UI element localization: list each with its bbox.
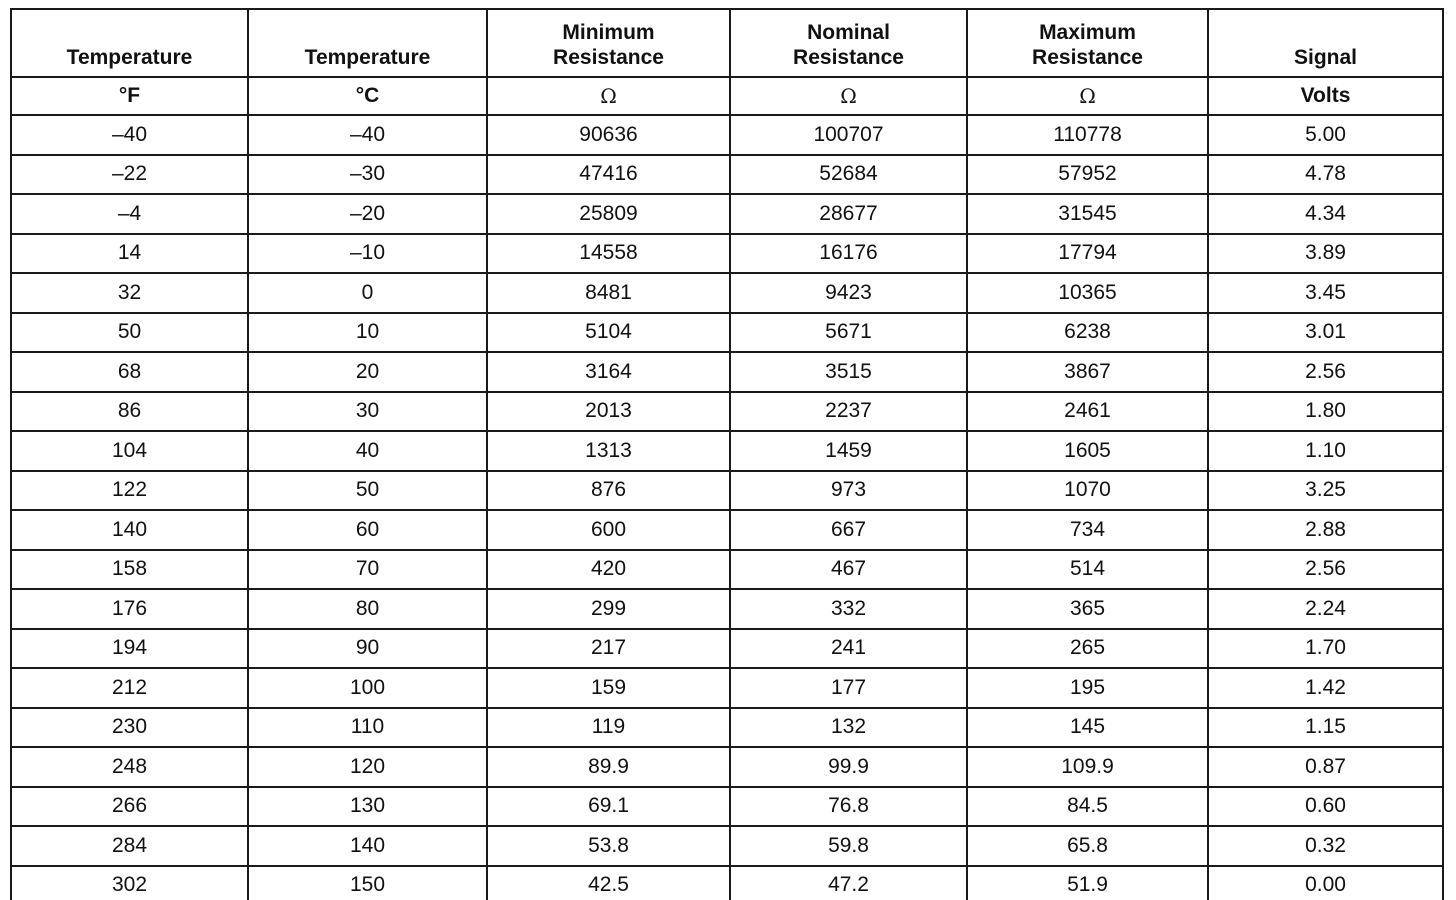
max-resistance-cell: 365 — [967, 589, 1208, 629]
min-resistance-cell: 42.5 — [487, 866, 730, 900]
nominal-resistance-cell: 332 — [730, 589, 967, 629]
temp-c-cell: 80 — [248, 589, 487, 629]
temp-f-cell: 50 — [11, 313, 248, 353]
temp-f-cell: 86 — [11, 392, 248, 432]
unit-ohm-minimum: Ω — [487, 77, 730, 115]
nominal-resistance-cell: 132 — [730, 708, 967, 748]
min-resistance-cell: 25809 — [487, 194, 730, 234]
temp-f-cell: 266 — [11, 787, 248, 827]
temp-c-cell: –30 — [248, 155, 487, 195]
temp-f-cell: 32 — [11, 273, 248, 313]
header-minimum-resistance: Minimum Resistance — [487, 9, 730, 77]
header-temperature-c: Temperature — [248, 9, 487, 77]
temp-f-cell: 194 — [11, 629, 248, 669]
min-resistance-cell: 14558 — [487, 234, 730, 274]
signal-volts-cell: 2.24 — [1208, 589, 1443, 629]
temp-c-cell: –40 — [248, 115, 487, 155]
signal-volts-cell: 3.89 — [1208, 234, 1443, 274]
signal-volts-cell: 0.00 — [1208, 866, 1443, 900]
max-resistance-cell: 57952 — [967, 155, 1208, 195]
signal-volts-cell: 2.56 — [1208, 550, 1443, 590]
min-resistance-cell: 53.8 — [487, 826, 730, 866]
nominal-resistance-cell: 467 — [730, 550, 967, 590]
temp-c-cell: 100 — [248, 668, 487, 708]
max-resistance-cell: 195 — [967, 668, 1208, 708]
nominal-resistance-cell: 5671 — [730, 313, 967, 353]
max-resistance-cell: 145 — [967, 708, 1208, 748]
table-row — [11, 273, 1443, 313]
temp-c-cell: 40 — [248, 431, 487, 471]
temp-f-cell: 158 — [11, 550, 248, 590]
max-resistance-cell: 6238 — [967, 313, 1208, 353]
nominal-resistance-cell: 47.2 — [730, 866, 967, 900]
unit-ohm-maximum: Ω — [967, 77, 1208, 115]
temp-c-cell: 120 — [248, 747, 487, 787]
nominal-resistance-cell: 1459 — [730, 431, 967, 471]
signal-volts-cell: 1.80 — [1208, 392, 1443, 432]
table-row — [11, 471, 1443, 511]
table-row — [11, 550, 1443, 590]
table-row — [11, 194, 1443, 234]
max-resistance-cell: 110778 — [967, 115, 1208, 155]
min-resistance-cell: 69.1 — [487, 787, 730, 827]
temp-c-cell: 0 — [248, 273, 487, 313]
signal-volts-cell: 1.70 — [1208, 629, 1443, 669]
max-resistance-cell: 2461 — [967, 392, 1208, 432]
temp-f-cell: –22 — [11, 155, 248, 195]
max-resistance-cell: 84.5 — [967, 787, 1208, 827]
signal-volts-cell: 0.60 — [1208, 787, 1443, 827]
temp-f-cell: 140 — [11, 510, 248, 550]
signal-volts-cell: 3.45 — [1208, 273, 1443, 313]
nominal-resistance-cell: 973 — [730, 471, 967, 511]
nominal-resistance-cell: 241 — [730, 629, 967, 669]
nominal-resistance-cell: 2237 — [730, 392, 967, 432]
min-resistance-cell: 8481 — [487, 273, 730, 313]
header-temperature-f: Temperature — [11, 9, 248, 77]
min-resistance-cell: 1313 — [487, 431, 730, 471]
min-resistance-cell: 89.9 — [487, 747, 730, 787]
table-row — [11, 115, 1443, 155]
temp-c-cell: 150 — [248, 866, 487, 900]
temp-c-cell: 90 — [248, 629, 487, 669]
temp-f-cell: 230 — [11, 708, 248, 748]
min-resistance-cell: 90636 — [487, 115, 730, 155]
table-row — [11, 589, 1443, 629]
min-resistance-cell: 299 — [487, 589, 730, 629]
min-resistance-cell: 876 — [487, 471, 730, 511]
max-resistance-cell: 17794 — [967, 234, 1208, 274]
table-row — [11, 431, 1443, 471]
header-nominal-resistance: Nominal Resistance — [730, 9, 967, 77]
signal-volts-cell: 3.25 — [1208, 471, 1443, 511]
temp-c-cell: 30 — [248, 392, 487, 432]
max-resistance-cell: 265 — [967, 629, 1208, 669]
temp-c-cell: –20 — [248, 194, 487, 234]
table-row — [11, 787, 1443, 827]
unit-row — [11, 77, 1443, 115]
max-resistance-cell: 10365 — [967, 273, 1208, 313]
nominal-resistance-cell: 667 — [730, 510, 967, 550]
temp-c-cell: 20 — [248, 352, 487, 392]
unit-volts: Volts — [1208, 77, 1443, 115]
max-resistance-cell: 31545 — [967, 194, 1208, 234]
temp-f-cell: 302 — [11, 866, 248, 900]
table-row — [11, 747, 1443, 787]
temp-c-cell: 50 — [248, 471, 487, 511]
table-row — [11, 668, 1443, 708]
unit-ohm-nominal: Ω — [730, 77, 967, 115]
temp-c-cell: 140 — [248, 826, 487, 866]
nominal-resistance-cell: 100707 — [730, 115, 967, 155]
min-resistance-cell: 119 — [487, 708, 730, 748]
table-body — [11, 115, 1443, 900]
max-resistance-cell: 514 — [967, 550, 1208, 590]
temp-f-cell: 122 — [11, 471, 248, 511]
signal-volts-cell: 0.32 — [1208, 826, 1443, 866]
unit-fahrenheit: °F — [11, 77, 248, 115]
table-row — [11, 510, 1443, 550]
nominal-resistance-cell: 177 — [730, 668, 967, 708]
header-maximum-resistance: Maximum Resistance — [967, 9, 1208, 77]
min-resistance-cell: 3164 — [487, 352, 730, 392]
temp-f-cell: 212 — [11, 668, 248, 708]
min-resistance-cell: 420 — [487, 550, 730, 590]
signal-volts-cell: 1.10 — [1208, 431, 1443, 471]
header-row — [11, 9, 1443, 77]
temp-f-cell: 176 — [11, 589, 248, 629]
table-row — [11, 826, 1443, 866]
table-row — [11, 155, 1443, 195]
signal-volts-cell: 3.01 — [1208, 313, 1443, 353]
min-resistance-cell: 159 — [487, 668, 730, 708]
nominal-resistance-cell: 9423 — [730, 273, 967, 313]
nominal-resistance-cell: 76.8 — [730, 787, 967, 827]
min-resistance-cell: 600 — [487, 510, 730, 550]
nominal-resistance-cell: 3515 — [730, 352, 967, 392]
signal-volts-cell: 4.34 — [1208, 194, 1443, 234]
nominal-resistance-cell: 16176 — [730, 234, 967, 274]
signal-volts-cell: 2.88 — [1208, 510, 1443, 550]
temperature-resistance-table — [10, 8, 1444, 900]
signal-volts-cell: 1.42 — [1208, 668, 1443, 708]
nominal-resistance-cell: 99.9 — [730, 747, 967, 787]
max-resistance-cell: 1070 — [967, 471, 1208, 511]
min-resistance-cell: 2013 — [487, 392, 730, 432]
signal-volts-cell: 2.56 — [1208, 352, 1443, 392]
nominal-resistance-cell: 52684 — [730, 155, 967, 195]
temp-c-cell: 60 — [248, 510, 487, 550]
signal-volts-cell: 1.15 — [1208, 708, 1443, 748]
table-row — [11, 313, 1443, 353]
table-row — [11, 708, 1443, 748]
temp-f-cell: –40 — [11, 115, 248, 155]
table-row — [11, 629, 1443, 669]
max-resistance-cell: 3867 — [967, 352, 1208, 392]
min-resistance-cell: 47416 — [487, 155, 730, 195]
signal-volts-cell: 5.00 — [1208, 115, 1443, 155]
min-resistance-cell: 5104 — [487, 313, 730, 353]
table-row — [11, 392, 1443, 432]
temp-c-cell: 10 — [248, 313, 487, 353]
signal-volts-cell: 0.87 — [1208, 747, 1443, 787]
max-resistance-cell: 51.9 — [967, 866, 1208, 900]
temp-f-cell: 284 — [11, 826, 248, 866]
signal-volts-cell: 4.78 — [1208, 155, 1443, 195]
max-resistance-cell: 65.8 — [967, 826, 1208, 866]
temp-f-cell: 248 — [11, 747, 248, 787]
temp-f-cell: –4 — [11, 194, 248, 234]
max-resistance-cell: 1605 — [967, 431, 1208, 471]
nominal-resistance-cell: 59.8 — [730, 826, 967, 866]
max-resistance-cell: 734 — [967, 510, 1208, 550]
temp-c-cell: 70 — [248, 550, 487, 590]
min-resistance-cell: 217 — [487, 629, 730, 669]
header-signal: Signal — [1208, 9, 1443, 77]
temp-f-cell: 14 — [11, 234, 248, 274]
table-row — [11, 866, 1443, 900]
temp-c-cell: 130 — [248, 787, 487, 827]
nominal-resistance-cell: 28677 — [730, 194, 967, 234]
temp-f-cell: 68 — [11, 352, 248, 392]
table-row — [11, 352, 1443, 392]
temp-c-cell: 110 — [248, 708, 487, 748]
unit-celsius: °C — [248, 77, 487, 115]
table-row — [11, 234, 1443, 274]
temp-c-cell: –10 — [248, 234, 487, 274]
max-resistance-cell: 109.9 — [967, 747, 1208, 787]
temp-f-cell: 104 — [11, 431, 248, 471]
